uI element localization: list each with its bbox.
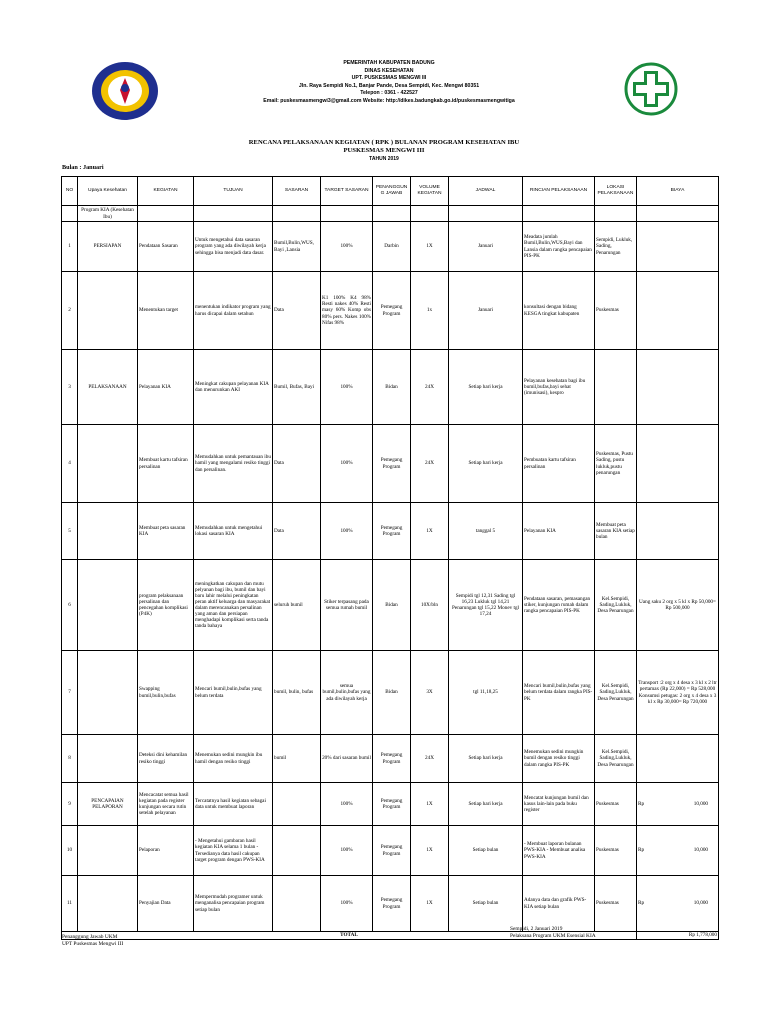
- cell-upaya: [78, 272, 138, 350]
- cell-rincian: Pendataan sasaran, pemasangan stiker, kunjungan rumah dalam rangka pencapaian PIS-PK: [523, 560, 595, 651]
- cell-jadwal: Setiap hari kerja: [449, 350, 523, 425]
- biaya-amount: 10,000: [693, 900, 708, 907]
- month-label: Bulan : Januari: [62, 164, 104, 171]
- cell-sasaran: Data: [273, 503, 321, 560]
- cell-volume: 10X/bln: [411, 560, 449, 651]
- cell-lokasi: Puskesmas: [595, 783, 637, 826]
- cell-jadwal: Sempidi tgl 12,31 Sading tgl 16,23 Lukluk tgl 14,21 Penarungan tgl 15,22 Monev tgl 17,24: [449, 560, 523, 651]
- cell-pj: Bidan: [373, 350, 411, 425]
- cell-no: 7: [62, 651, 78, 735]
- cell-biaya: [637, 272, 719, 350]
- cell-rincian: Adanya data dan grafik PWS-KIA setiap bulan: [523, 876, 595, 932]
- cell-jadwal: Setiap hari kerja: [449, 783, 523, 826]
- footer-left-line-2: UPT Puskesmas Mengwi III: [62, 941, 124, 948]
- cell-target: 20% dari sasaran bumil: [321, 735, 373, 783]
- cell-kegiatan: program pelaksanaan persalinan dan pencegahan komplikasi (P4K): [138, 560, 194, 651]
- biaya-currency: Rp: [638, 900, 645, 907]
- cell-lokasi: Membuat peta sasaran KIA setiap bulan: [595, 503, 637, 560]
- cell-biaya: [637, 735, 719, 783]
- cell-biaya: [637, 876, 719, 932]
- table-row: [62, 272, 719, 350]
- header-cell: TARGET SASARAN: [321, 177, 373, 206]
- program-row: [62, 206, 719, 222]
- program-name: Program KIA (Kesehatan Ibu): [78, 206, 138, 222]
- cell-biaya: [637, 783, 719, 826]
- biaya-amount: 10,000: [693, 800, 708, 807]
- cell-biaya: [637, 503, 719, 560]
- cell-target: 100%: [321, 350, 373, 425]
- kop-line-1: PEMERINTAH KABUPATEN BADUNG: [343, 60, 435, 66]
- cell-no: 6: [62, 560, 78, 651]
- table-row: [62, 425, 719, 503]
- cell-sasaran: bumil, bulin, bufas: [273, 651, 321, 735]
- rpk-table: [61, 176, 719, 940]
- cell-no: 5: [62, 503, 78, 560]
- cell-sasaran: Bumil,Bulin,WUS, Bayi ,Lansia: [273, 222, 321, 272]
- table-row: [62, 735, 719, 783]
- cell-sasaran: Bumil, Bufas, Bayi: [273, 350, 321, 425]
- cell-volume: 3X: [411, 651, 449, 735]
- header-cell: KEGIATAN: [138, 177, 194, 206]
- cell-no: 11: [62, 876, 78, 932]
- cell-rincian: Menemukan sedini mungkin bumil dengan resiko tinggi dalam rangka PIS-PK: [523, 735, 595, 783]
- header-cell: JADWAL: [449, 177, 523, 206]
- cell-no: 1: [62, 222, 78, 272]
- badung-regency-logo-icon: [90, 60, 160, 122]
- cell-tujuan: Menemukan sedini mungkin ibu hamil dengan resiko tinggi: [194, 735, 273, 783]
- biaya-currency: Rp: [638, 800, 645, 807]
- cell-upaya: PERSIAPAN: [78, 222, 138, 272]
- footer-right-line-1: Sempidi, 2 Januari 2019: [510, 926, 563, 932]
- cell-lokasi: [595, 350, 637, 425]
- table-row: [62, 350, 719, 425]
- cell-jadwal: tgl 11,18,25: [449, 651, 523, 735]
- biaya-currency: Rp: [638, 847, 645, 854]
- kop-line-6: Email: puskesmasmengwi3@gmail.com Website: http://dikes.badungkab.go.id/puskesmasmengwitiga: [263, 97, 515, 104]
- cell-volume: 1X: [411, 222, 449, 272]
- cell-biaya: [637, 826, 719, 876]
- cell-jadwal: Januari: [449, 222, 523, 272]
- footer-right: [510, 926, 596, 941]
- cell-tujuan: meningkatkan cakupan dan mutu pelyanan bagi ibu, bumil dan bayi baru lahir melalui peningkatan peran aktif keluarga dan masyarakat dalam merencanakan persalinan yang aman dan persiapan menghadapi komplikasi serta tanda tanda bahaya: [194, 560, 273, 651]
- cell-no: 10: [62, 826, 78, 876]
- cell-no: 2: [62, 272, 78, 350]
- cell-jadwal: Setiap bulan: [449, 826, 523, 876]
- cell-kegiatan: Mencacatat semua hasil kegiatan pada register kunjungan secara rutin setelah pelayanan: [138, 783, 194, 826]
- cell-lokasi: Kel.Sempidi, Sading,Lukluk, Desa Penarungan: [595, 560, 637, 651]
- header-cell: PENANGGUNG JAWAB: [373, 177, 411, 206]
- table-row: [62, 826, 719, 876]
- cell-volume: 24X: [411, 425, 449, 503]
- cell-upaya: [78, 425, 138, 503]
- cell-volume: 1X: [411, 503, 449, 560]
- cell-biaya: [637, 425, 719, 503]
- cell-lokasi: Puskesmas: [595, 272, 637, 350]
- cell-no: 9: [62, 783, 78, 826]
- cell-pj: Pemegang Program: [373, 503, 411, 560]
- cell-biaya: Transport :2 org x 4 desa x 3 kl x 2 ltr pertamax (Rp 22,000) = Rp 528,000 Konsumsi petugas: 2 org x 4 desa x 3 kl x Rp 30,000= Rp 720,000: [637, 651, 719, 735]
- cell-lokasi: Puskesmas, Pustu Sading, pustu lukluk,pustu penarungan: [595, 425, 637, 503]
- cell-lokasi: Puskesmas: [595, 826, 637, 876]
- cell-pj: Pemegang Program: [373, 735, 411, 783]
- cell-no: 8: [62, 735, 78, 783]
- health-cross-logo-icon: [624, 62, 678, 116]
- cell-upaya: [78, 651, 138, 735]
- header-cell: NO: [62, 177, 78, 206]
- letterhead-text: [170, 60, 608, 106]
- cell-target: K1 100% K4 98% Resti nakes 40% Resti masy 60% Komp obs 80% pers. Nakes 100% Nifas 98%: [321, 272, 373, 350]
- cell-tujuan: Memudahkan untuk pemantauan ibu hamil yang mengalami resiko tinggi dan persalinan.: [194, 425, 273, 503]
- cell-lokasi: Sempidi, Lukluk, Sading, Penarungan: [595, 222, 637, 272]
- cell-sasaran: Data: [273, 425, 321, 503]
- title-year: TAHUN 2019: [369, 156, 399, 162]
- kop-line-4: Jln. Raya Sempidi No.1, Banjar Pande, Desa Sempidi, Kec. Mengwi 80351: [298, 82, 480, 89]
- cell-target: semua bumil,bulin,bufas yang ada diwilayah kerja: [321, 651, 373, 735]
- cell-upaya: PELAKSANAAN: [78, 350, 138, 425]
- header-cell: BIAYA: [637, 177, 719, 206]
- footer-left: [62, 934, 123, 949]
- cell-volume: 24X: [411, 350, 449, 425]
- cell-tujuan: Mencari bumil,bulin,bufas yang belum terdata: [194, 651, 273, 735]
- cell-tujuan: Meningkat cakupan pelayanan KIA dan menurunkan AKI: [194, 350, 273, 425]
- biaya-amount: 10,000: [693, 847, 708, 854]
- cell-volume: 24X: [411, 735, 449, 783]
- cell-tujuan: - Mengetahui gambaran hasil kegiatan KIA selama 1 bulan -Tersedianya data hasil cakupan target program dengan PWS-KIA: [194, 826, 273, 876]
- cell-target: 100%: [321, 425, 373, 503]
- kop-line-2: DINAS KESEHATAN: [364, 67, 414, 74]
- cell-sasaran: [273, 826, 321, 876]
- cell-biaya: [637, 350, 719, 425]
- header-cell: VOLUME KEGIATAN: [411, 177, 449, 206]
- letterhead: [90, 60, 678, 122]
- cell-volume: 1X: [411, 783, 449, 826]
- title-line-1: RENCANA PELAKSANAAN KEGIATAN ( RPK ) BULANAN PROGRAM KESEHATAN IBU: [248, 139, 520, 146]
- cell-upaya: PENCAPAIAN PELAPORAN: [78, 783, 138, 826]
- cell-no: 4: [62, 425, 78, 503]
- footer-left-line-1: Penanggung Jawab UKM: [62, 934, 118, 940]
- table-row: [62, 222, 719, 272]
- cell-kegiatan: Menentukan target: [138, 272, 194, 350]
- cell-volume: 1x: [411, 272, 449, 350]
- cell-sasaran: Data: [273, 272, 321, 350]
- cell-jadwal: Januari: [449, 272, 523, 350]
- cell-biaya: [637, 222, 719, 272]
- footer-right-line-2: Pelaksana Program UKM Esensial KIA: [510, 933, 596, 940]
- total-value: Rp 1,778,000: [637, 932, 719, 940]
- cell-pj: Bidan: [373, 560, 411, 651]
- cell-upaya: [78, 735, 138, 783]
- cell-tujuan: Untuk mengetahui data sasaran program yang ada diwilayah kerja sehingga bisa menjadi data dasar.: [194, 222, 273, 272]
- cell-lokasi: Puskesmas: [595, 876, 637, 932]
- cell-upaya: [78, 876, 138, 932]
- cell-kegiatan: Membuat kartu tafsiran persalinan: [138, 425, 194, 503]
- header-cell: Upaya Kesehatan: [78, 177, 138, 206]
- cell-lokasi: Kel.Sempidi, Sading,Lukluk, Desa Penarungan: [595, 735, 637, 783]
- table-row: [62, 560, 719, 651]
- cell-rincian: Pelayanan kesehatan bagi ibu bumil,bufas,bayi sehat (imunisasi), kespro: [523, 350, 595, 425]
- cell-upaya: [78, 560, 138, 651]
- cell-pj: Pemegang Program: [373, 783, 411, 826]
- cell-target: 100%: [321, 222, 373, 272]
- cell-jadwal: tanggal 5: [449, 503, 523, 560]
- cell-kegiatan: Penyajian Data: [138, 876, 194, 932]
- header-cell: RINCIAN PELAKSANAAN: [523, 177, 595, 206]
- table-header-row: [62, 177, 719, 206]
- cell-pj: Pemegang Program: [373, 272, 411, 350]
- cell-target: 100%: [321, 503, 373, 560]
- cell-sasaran: bumil: [273, 735, 321, 783]
- cell-upaya: [78, 503, 138, 560]
- title-line-2: PUSKESMAS MENGWI III: [343, 147, 425, 154]
- table-row: [62, 651, 719, 735]
- cell-rincian: Meadata jumlah Bumil,Bulin,WUS,Bayi dan Lansia dalam rangka pencapaian PIS-PK: [523, 222, 595, 272]
- cell-kegiatan: Pelaporan: [138, 826, 194, 876]
- cell-pj: Pemegang Program: [373, 826, 411, 876]
- cell-volume: 1X: [411, 876, 449, 932]
- cell-lokasi: Kel.Sempidi, Sading,Lukluk, Desa Penarungan: [595, 651, 637, 735]
- cell-rincian: Mencatat kunjungan bumil dan kasus lain-lain pada buku register: [523, 783, 595, 826]
- cell-sasaran: [273, 876, 321, 932]
- cell-kegiatan: Pelayanan KIA: [138, 350, 194, 425]
- cell-kegiatan: Deteksi dini kehamilan resiko tinggi: [138, 735, 194, 783]
- cell-tujuan: Memudahkan untuk mengetahui lokasi sasaran KIA: [194, 503, 273, 560]
- cell-biaya: Uang saku 2 org x 5 kl x Rp 50,000= Rp 500,000: [637, 560, 719, 651]
- table-row: [62, 503, 719, 560]
- cell-target: 100%: [321, 826, 373, 876]
- total-row: [62, 932, 719, 940]
- cell-pj: Pemegang Program: [373, 876, 411, 932]
- total-label: TOTAL: [62, 932, 637, 940]
- cell-tujuan: Tercatatnya hasil kegiatan sebagai data untuk membuat laporan: [194, 783, 273, 826]
- cell-pj: Darbin: [373, 222, 411, 272]
- cell-jadwal: Setiap hari kerja: [449, 735, 523, 783]
- cell-target: 100%: [321, 783, 373, 826]
- cell-rincian: konsultasi dengan bidang KESGA tingkat kabupaten: [523, 272, 595, 350]
- cell-pj: Bidan: [373, 651, 411, 735]
- cell-target: 100%: [321, 876, 373, 932]
- table-row: [62, 783, 719, 826]
- cell-sasaran: seluruh bumil: [273, 560, 321, 651]
- cell-pj: Pemegang Program: [373, 425, 411, 503]
- cell-no: 3: [62, 350, 78, 425]
- cell-target: Stiker terpasang pada semua rumah bumil: [321, 560, 373, 651]
- header-cell: LOKASI PELAKSANAAN: [595, 177, 637, 206]
- cell-kegiatan: Swapping bumil,bulin,bufas: [138, 651, 194, 735]
- kop-line-3: UPT. PUSKESMAS MENGWI III: [351, 75, 427, 82]
- cell-kegiatan: Membuat peta sasaran KIA: [138, 503, 194, 560]
- cell-rincian: Mencari bumil,bulin,bufas yang belum terdata dalam rangka PIS-PK: [523, 651, 595, 735]
- table-row: [62, 876, 719, 932]
- cell-jadwal: Setiap bulan: [449, 876, 523, 932]
- cell-rincian: - Membuat laporan bulanan PWS-KIA - Membuat analisa PWS-KIA: [523, 826, 595, 876]
- cell-rincian: Pembuatan kartu tafsiran persalinan: [523, 425, 595, 503]
- cell-volume: 1X: [411, 826, 449, 876]
- document-title: [0, 139, 768, 163]
- cell-rincian: Pelayanan KIA: [523, 503, 595, 560]
- cell-tujuan: Mempermudah programer untuk menganalisa pencapaian program setiap bulan: [194, 876, 273, 932]
- kop-line-5: Telepon : 0361 - 422527: [360, 90, 418, 97]
- cell-upaya: [78, 826, 138, 876]
- header-cell: SASARAN: [273, 177, 321, 206]
- header-cell: TUJUAN: [194, 177, 273, 206]
- cell-sasaran: [273, 783, 321, 826]
- cell-jadwal: Setiap hari kerja: [449, 425, 523, 503]
- cell-kegiatan: Pendataan Sasaran: [138, 222, 194, 272]
- cell-tujuan: menentukan indikator program yang harus dicapai dalam setahun: [194, 272, 273, 350]
